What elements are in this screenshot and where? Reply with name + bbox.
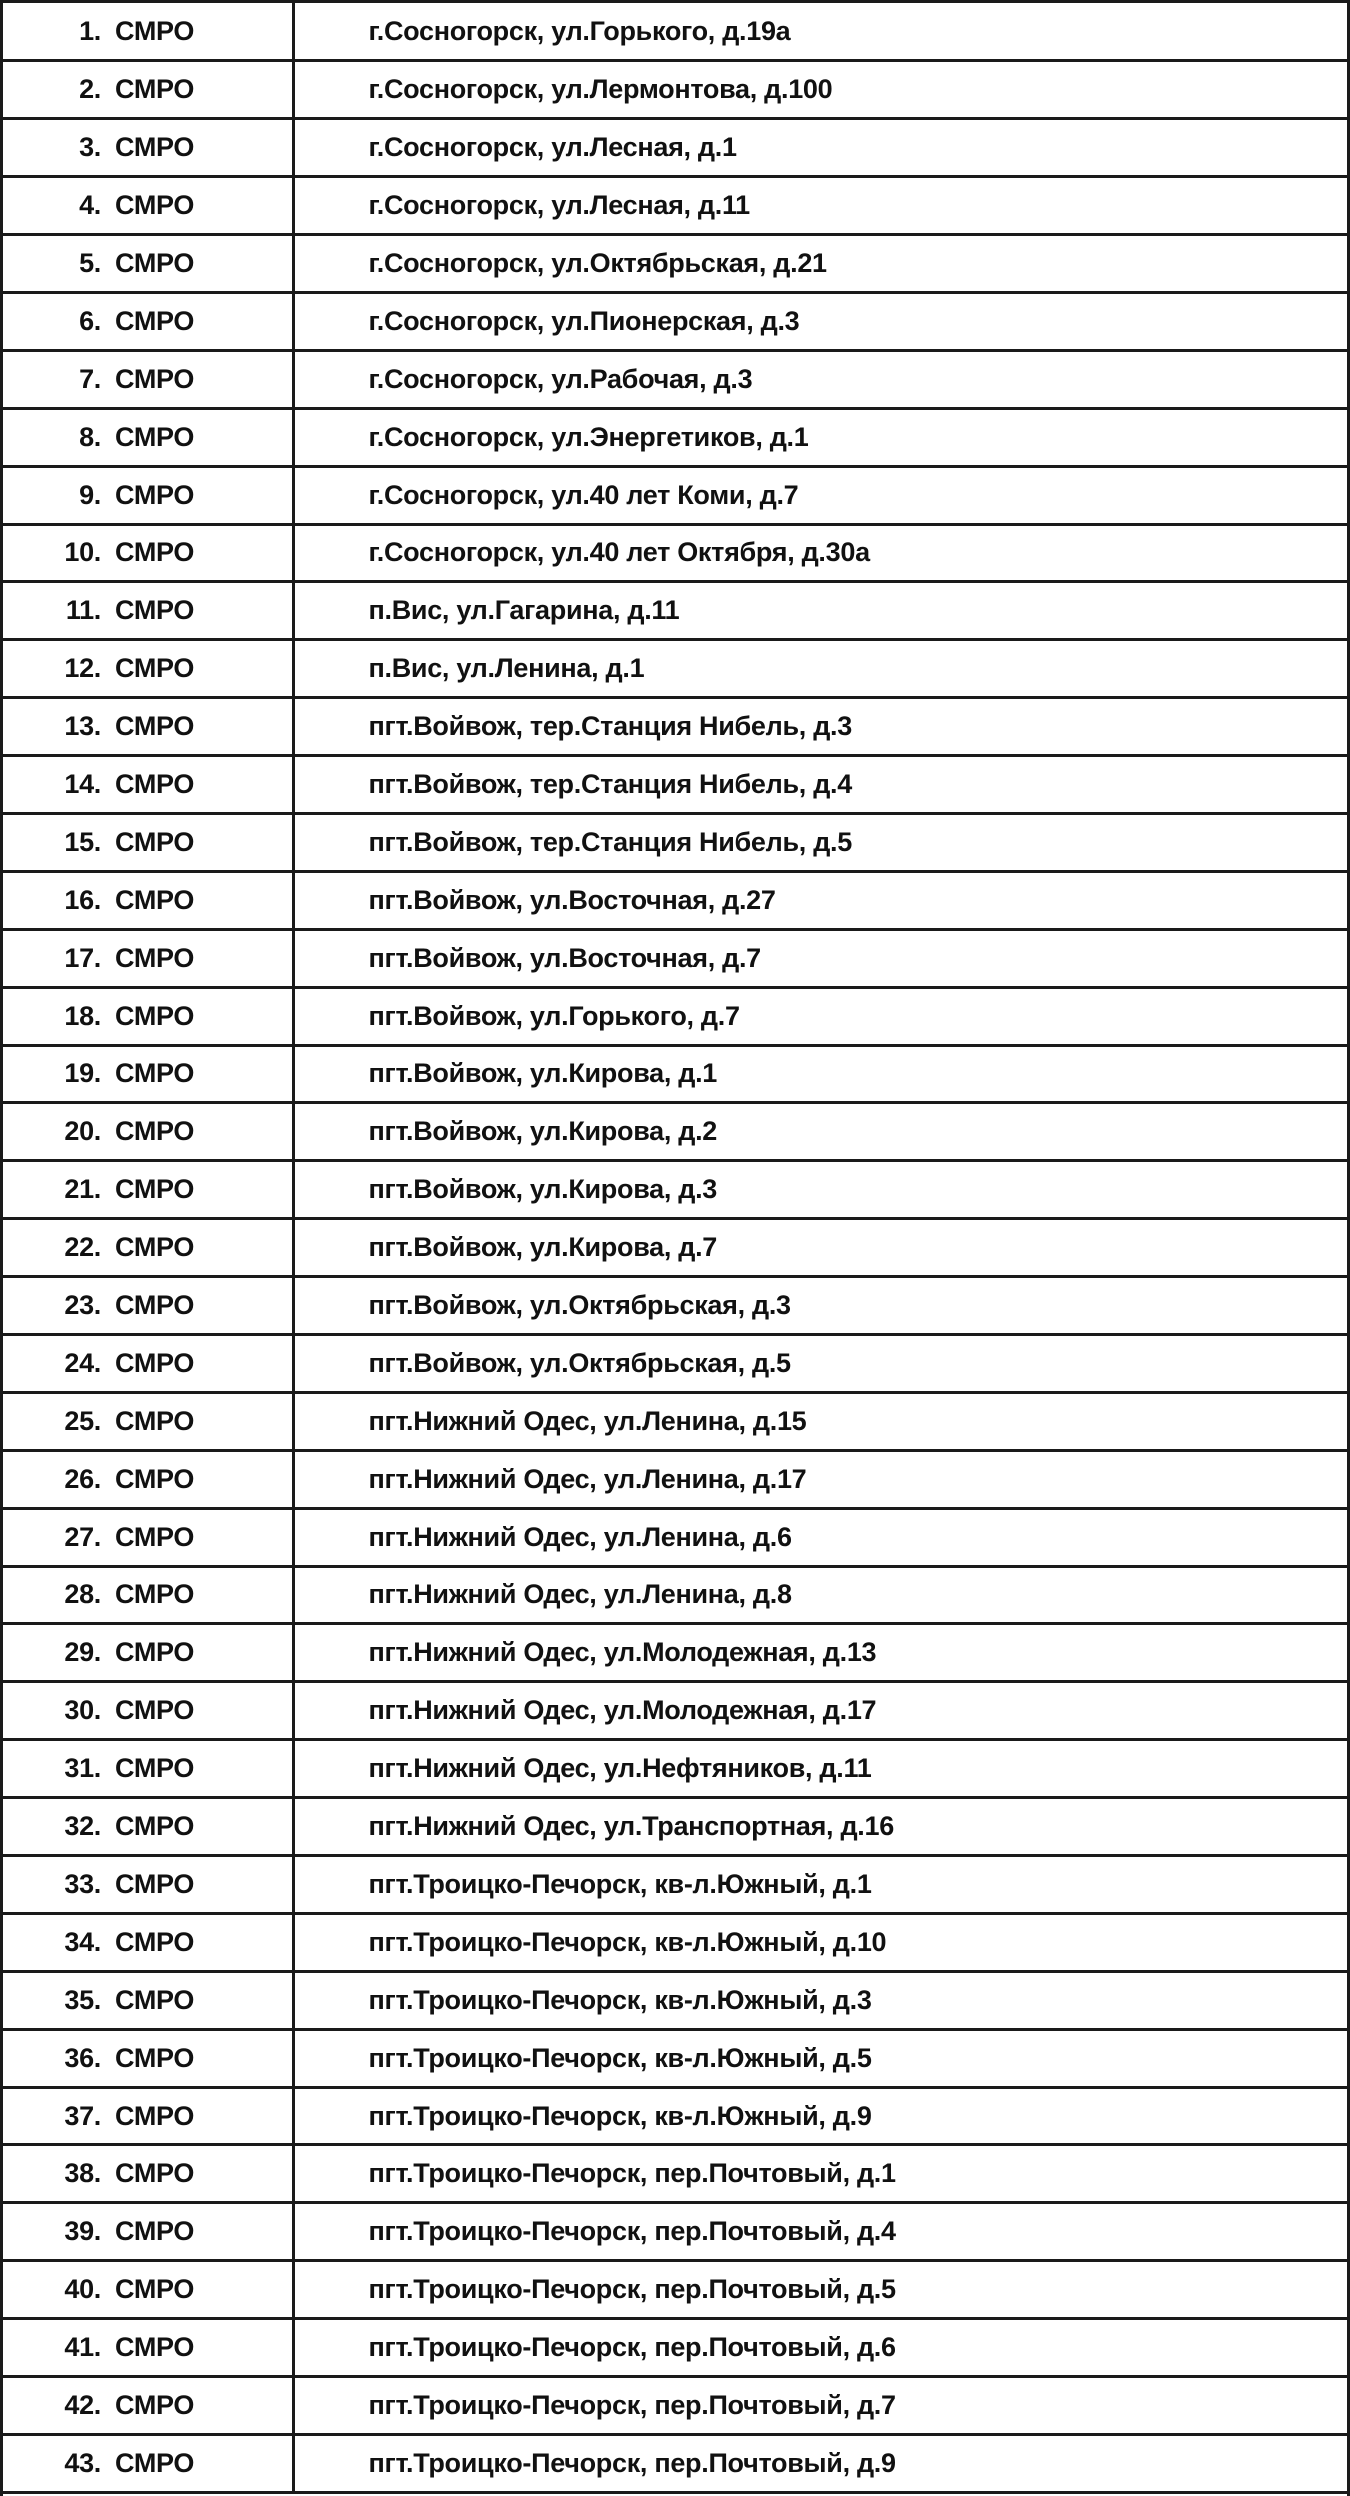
address-cell: г.Сосногорск, ул.Рабочая, д.3: [293, 350, 1347, 408]
organization-cell: СМРО: [115, 2029, 293, 2087]
row-number-cell: 28.: [3, 1566, 115, 1624]
row-number-cell: 9.: [3, 466, 115, 524]
table-row: [3, 1856, 1347, 1914]
table-row: [3, 2261, 1347, 2319]
row-number-cell: 20.: [3, 1103, 115, 1161]
row-number-cell: 4.: [3, 177, 115, 235]
organization-cell: СМРО: [115, 1740, 293, 1798]
address-cell: пгт.Войвож, ул.Восточная, д.7: [293, 929, 1347, 987]
organization-cell: СМРО: [115, 2145, 293, 2203]
organization-cell: СМРО: [115, 756, 293, 814]
address-cell: пгт.Войвож, ул.Октябрьская, д.5: [293, 1334, 1347, 1392]
row-number-cell: 2.: [3, 61, 115, 119]
table-row: [3, 2029, 1347, 2087]
address-cell: г.Сосногорск, ул.Лесная, д.11: [293, 177, 1347, 235]
address-cell: пгт.Нижний Одес, ул.Транспортная, д.16: [293, 1798, 1347, 1856]
table-row: [3, 1334, 1347, 1392]
table-row: [3, 2145, 1347, 2203]
table-row: [3, 61, 1347, 119]
organization-cell: СМРО: [115, 1045, 293, 1103]
row-number-cell: 22.: [3, 1219, 115, 1277]
organization-cell: СМРО: [115, 698, 293, 756]
table-row: [3, 1566, 1347, 1624]
table-row: [3, 1508, 1347, 1566]
row-number-cell: 38.: [3, 2145, 115, 2203]
address-cell: пгт.Нижний Одес, ул.Нефтяников, д.11: [293, 1740, 1347, 1798]
address-cell: г.Сосногорск, ул.Октябрьская, д.21: [293, 235, 1347, 293]
table-row: [3, 698, 1347, 756]
table-row: [3, 756, 1347, 814]
table-row: [3, 2203, 1347, 2261]
table-row: [3, 1392, 1347, 1450]
address-cell: пгт.Троицко-Печорск, пер.Почтовый, д.1: [293, 2145, 1347, 2203]
table-row: [3, 1103, 1347, 1161]
table-row: [3, 1219, 1347, 1277]
organization-cell: СМРО: [115, 2261, 293, 2319]
address-cell: г.Сосногорск, ул.Горького, д.19а: [293, 3, 1347, 61]
organization-cell: СМРО: [115, 61, 293, 119]
table-row: [3, 1682, 1347, 1740]
table-row: [3, 1798, 1347, 1856]
address-cell: пгт.Войвож, ул.Кирова, д.2: [293, 1103, 1347, 1161]
address-cell: пгт.Троицко-Печорск, кв-л.Южный, д.3: [293, 1971, 1347, 2029]
table-row: [3, 1161, 1347, 1219]
organization-cell: СМРО: [115, 1392, 293, 1450]
address-cell: г.Сосногорск, ул.40 лет Коми, д.7: [293, 466, 1347, 524]
address-cell: пгт.Войвож, тер.Станция Нибель, д.4: [293, 756, 1347, 814]
address-cell: пгт.Троицко-Печорск, кв-л.Южный, д.1: [293, 1856, 1347, 1914]
address-cell: пгт.Нижний Одес, ул.Ленина, д.8: [293, 1566, 1347, 1624]
row-number-cell: 42.: [3, 2377, 115, 2435]
table-row: [3, 640, 1347, 698]
row-number-cell: 35.: [3, 1971, 115, 2029]
organization-cell: СМРО: [115, 1856, 293, 1914]
table-row: [3, 1971, 1347, 2029]
address-cell: пгт.Троицко-Печорск, пер.Почтовый, д.7: [293, 2377, 1347, 2435]
table-row: [3, 1913, 1347, 1971]
table-row: [3, 582, 1347, 640]
organization-cell: СМРО: [115, 813, 293, 871]
address-cell: пгт.Троицко-Печорск, пер.Почтовый, д.9: [293, 2434, 1347, 2492]
address-cell: пгт.Войвож, ул.Восточная, д.27: [293, 871, 1347, 929]
organization-cell: СМРО: [115, 2087, 293, 2145]
table-row: [3, 2319, 1347, 2377]
table-row: [3, 871, 1347, 929]
address-table-body: [3, 3, 1347, 2492]
address-cell: пгт.Войвож, ул.Октябрьская, д.3: [293, 1277, 1347, 1335]
row-number-cell: 6.: [3, 292, 115, 350]
row-number-cell: 18.: [3, 987, 115, 1045]
table-row: [3, 1740, 1347, 1798]
row-number-cell: 27.: [3, 1508, 115, 1566]
organization-cell: СМРО: [115, 292, 293, 350]
address-cell: пгт.Троицко-Печорск, пер.Почтовый, д.6: [293, 2319, 1347, 2377]
address-cell: г.Сосногорск, ул.Пионерская, д.3: [293, 292, 1347, 350]
address-cell: пгт.Нижний Одес, ул.Ленина, д.6: [293, 1508, 1347, 1566]
row-number-cell: 29.: [3, 1624, 115, 1682]
table-row: [3, 1277, 1347, 1335]
table-row: [3, 119, 1347, 177]
address-table: [3, 3, 1347, 2494]
table-row: [3, 350, 1347, 408]
row-number-cell: 13.: [3, 698, 115, 756]
row-number-cell: 11.: [3, 582, 115, 640]
table-row: [3, 2377, 1347, 2435]
row-number-cell: 15.: [3, 813, 115, 871]
organization-cell: СМРО: [115, 1624, 293, 1682]
row-number-cell: 1.: [3, 3, 115, 61]
row-number-cell: 39.: [3, 2203, 115, 2261]
address-cell: г.Сосногорск, ул.Лермонтова, д.100: [293, 61, 1347, 119]
address-cell: пгт.Троицко-Печорск, кв-л.Южный, д.5: [293, 2029, 1347, 2087]
table-row: [3, 2434, 1347, 2492]
row-number-cell: 5.: [3, 235, 115, 293]
row-number-cell: 8.: [3, 408, 115, 466]
address-cell: г.Сосногорск, ул.Лесная, д.1: [293, 119, 1347, 177]
organization-cell: СМРО: [115, 1450, 293, 1508]
table-row: [3, 524, 1347, 582]
organization-cell: СМРО: [115, 987, 293, 1045]
row-number-cell: 12.: [3, 640, 115, 698]
address-cell: пгт.Нижний Одес, ул.Молодежная, д.13: [293, 1624, 1347, 1682]
table-row: [3, 929, 1347, 987]
address-cell: пгт.Троицко-Печорск, кв-л.Южный, д.9: [293, 2087, 1347, 2145]
organization-cell: СМРО: [115, 177, 293, 235]
table-row: [3, 292, 1347, 350]
organization-cell: СМРО: [115, 2434, 293, 2492]
row-number-cell: 7.: [3, 350, 115, 408]
table-row: [3, 987, 1347, 1045]
address-cell: г.Сосногорск, ул.Энергетиков, д.1: [293, 408, 1347, 466]
address-cell: пгт.Войвож, ул.Кирова, д.3: [293, 1161, 1347, 1219]
organization-cell: СМРО: [115, 1219, 293, 1277]
row-number-cell: 34.: [3, 1913, 115, 1971]
table-row: [3, 177, 1347, 235]
row-number-cell: 32.: [3, 1798, 115, 1856]
table-row: [3, 3, 1347, 61]
organization-cell: СМРО: [115, 408, 293, 466]
row-number-cell: 33.: [3, 1856, 115, 1914]
row-number-cell: 3.: [3, 119, 115, 177]
address-cell: пгт.Войвож, тер.Станция Нибель, д.3: [293, 698, 1347, 756]
row-number-cell: 36.: [3, 2029, 115, 2087]
address-cell: пгт.Войвож, тер.Станция Нибель, д.5: [293, 813, 1347, 871]
row-number-cell: 37.: [3, 2087, 115, 2145]
row-number-cell: 30.: [3, 1682, 115, 1740]
organization-cell: СМРО: [115, 524, 293, 582]
table-row: [3, 235, 1347, 293]
table-row: [3, 1450, 1347, 1508]
organization-cell: СМРО: [115, 1277, 293, 1335]
row-number-cell: 41.: [3, 2319, 115, 2377]
table-row: [3, 466, 1347, 524]
row-number-cell: 21.: [3, 1161, 115, 1219]
organization-cell: СМРО: [115, 1103, 293, 1161]
row-number-cell: 31.: [3, 1740, 115, 1798]
organization-cell: СМРО: [115, 1798, 293, 1856]
organization-cell: СМРО: [115, 1971, 293, 2029]
address-cell: пгт.Нижний Одес, ул.Ленина, д.17: [293, 1450, 1347, 1508]
organization-cell: СМРО: [115, 466, 293, 524]
address-cell: пгт.Троицко-Печорск, пер.Почтовый, д.4: [293, 2203, 1347, 2261]
row-number-cell: 24.: [3, 1334, 115, 1392]
row-number-cell: 19.: [3, 1045, 115, 1103]
row-number-cell: 43.: [3, 2434, 115, 2492]
address-cell: пгт.Войвож, ул.Кирова, д.7: [293, 1219, 1347, 1277]
organization-cell: СМРО: [115, 2203, 293, 2261]
address-cell: г.Сосногорск, ул.40 лет Октября, д.30а: [293, 524, 1347, 582]
table-row: [3, 1045, 1347, 1103]
row-number-cell: 17.: [3, 929, 115, 987]
address-cell: п.Вис, ул.Ленина, д.1: [293, 640, 1347, 698]
row-number-cell: 10.: [3, 524, 115, 582]
address-cell: пгт.Войвож, ул.Горького, д.7: [293, 987, 1347, 1045]
organization-cell: СМРО: [115, 582, 293, 640]
organization-cell: СМРО: [115, 1334, 293, 1392]
organization-cell: СМРО: [115, 640, 293, 698]
table-row: [3, 2087, 1347, 2145]
row-number-cell: 16.: [3, 871, 115, 929]
organization-cell: СМРО: [115, 871, 293, 929]
address-cell: п.Вис, ул.Гагарина, д.11: [293, 582, 1347, 640]
organization-cell: СМРО: [115, 929, 293, 987]
row-number-cell: 40.: [3, 2261, 115, 2319]
address-cell: пгт.Троицко-Печорск, пер.Почтовый, д.5: [293, 2261, 1347, 2319]
table-row: [3, 813, 1347, 871]
organization-cell: СМРО: [115, 1161, 293, 1219]
organization-cell: СМРО: [115, 1508, 293, 1566]
organization-cell: СМРО: [115, 350, 293, 408]
row-number-cell: 25.: [3, 1392, 115, 1450]
organization-cell: СМРО: [115, 2377, 293, 2435]
row-number-cell: 14.: [3, 756, 115, 814]
organization-cell: СМРО: [115, 1682, 293, 1740]
row-number-cell: 26.: [3, 1450, 115, 1508]
address-cell: пгт.Нижний Одес, ул.Ленина, д.15: [293, 1392, 1347, 1450]
organization-cell: СМРО: [115, 1566, 293, 1624]
organization-cell: СМРО: [115, 2319, 293, 2377]
table-row: [3, 408, 1347, 466]
organization-cell: СМРО: [115, 235, 293, 293]
organization-cell: СМРО: [115, 1913, 293, 1971]
organization-cell: СМРО: [115, 3, 293, 61]
table-row: [3, 1624, 1347, 1682]
address-cell: пгт.Троицко-Печорск, кв-л.Южный, д.10: [293, 1913, 1347, 1971]
address-cell: пгт.Войвож, ул.Кирова, д.1: [293, 1045, 1347, 1103]
row-number-cell: 23.: [3, 1277, 115, 1335]
organization-cell: СМРО: [115, 119, 293, 177]
address-cell: пгт.Нижний Одес, ул.Молодежная, д.17: [293, 1682, 1347, 1740]
